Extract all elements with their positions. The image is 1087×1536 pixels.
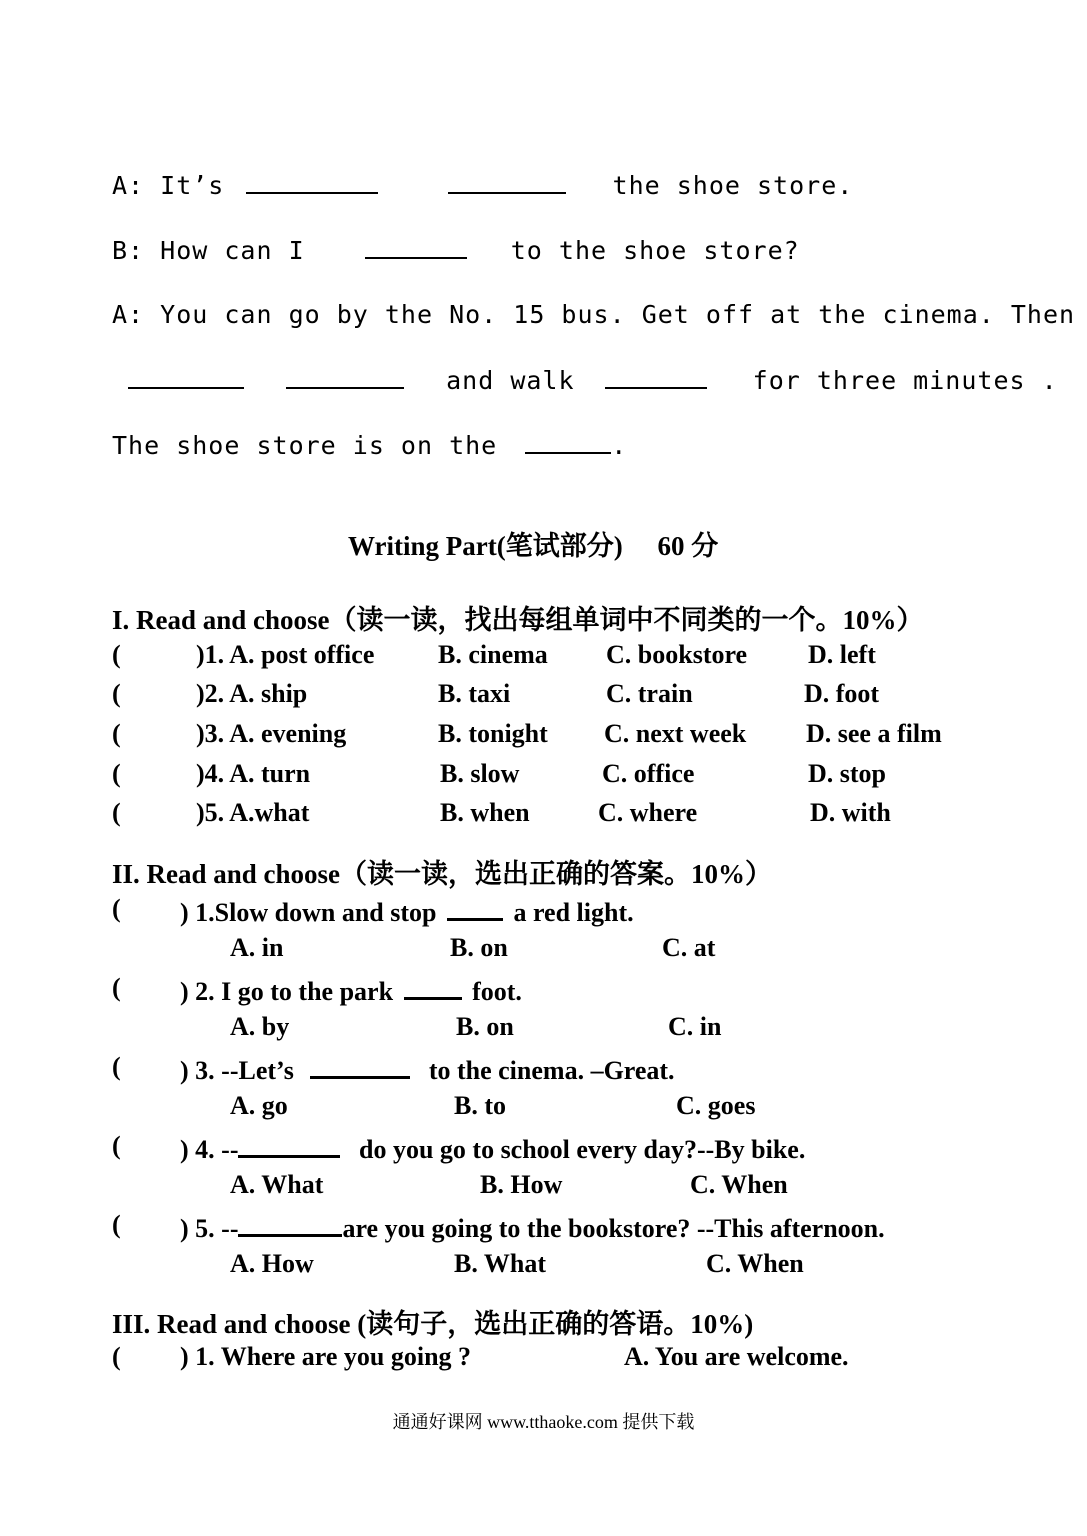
option-b: B. when [440,798,530,827]
blank[interactable] [525,430,611,454]
option-c: C. train [606,679,693,708]
answer-paren[interactable]: ( [112,973,121,1002]
writing-part-score: 60 分 [657,531,719,561]
option-a: A. What [230,1170,324,1199]
writing-part-title [348,524,718,563]
option-c: C. When [706,1249,804,1278]
option-d: D. left [808,640,876,669]
line2-prefix: B: How can I [112,236,305,265]
question-stem: )2. A. ship [196,679,308,708]
answer-option-a: A. You are welcome. [624,1342,849,1371]
dialogue-line-1 [112,170,853,200]
answer-paren[interactable]: ( [112,1342,121,1371]
blank[interactable] [128,365,244,389]
dialogue-line-5 [112,430,627,460]
section2-q4-stem [180,1131,805,1165]
blank[interactable] [238,1131,340,1158]
option-c: C. bookstore [606,640,748,669]
line5-suffix: . [611,431,628,460]
question-stem-end: foot. [472,977,522,1006]
section2-q1-stem [180,894,634,928]
dialogue-line-2 [112,235,800,265]
line1-suffix: the shoe store. [612,171,854,200]
option-b: B. on [456,1012,514,1041]
option-d: D. stop [808,759,887,788]
option-c: C. When [690,1170,788,1199]
answer-paren[interactable]: ( [112,679,121,708]
section2-q2-stem [180,973,522,1007]
option-c: C. goes [676,1091,756,1120]
option-d: D. foot [804,679,880,708]
line2-suffix: to the shoe store? [510,236,800,265]
option-c: C. at [662,933,716,962]
option-d: D. with [810,798,891,827]
option-b: B. to [454,1091,506,1120]
question-stem-end: a red light. [513,898,634,927]
blank[interactable] [448,170,566,194]
blank[interactable] [605,365,707,389]
answer-paren[interactable]: ( [112,640,121,669]
option-c: C. next week [604,719,747,748]
question-stem: ) 2. I go to the park [180,977,394,1006]
section2-heading: II. Read and choose（读一读，选出正确的答案。10%） [112,859,773,889]
section2-q3-stem [180,1052,675,1086]
option-b: B. cinema [438,640,548,669]
question-stem: ) 5. -- [180,1214,239,1243]
line4-suffix: for three minutes . [752,366,1058,395]
line4-mid: and walk [446,366,575,395]
question-stem: )4. A. turn [196,759,311,788]
blank[interactable] [310,1052,410,1079]
question-stem: ) 3. --Let’s [180,1056,294,1085]
answer-paren[interactable]: ( [112,798,121,827]
line1-prefix: A: It’s [112,171,225,200]
option-a: A. by [230,1012,290,1041]
option-b: B. tonight [438,719,548,748]
question-stem: ) 4. -- [180,1135,239,1164]
option-a: A. go [230,1091,288,1120]
blank[interactable] [404,973,462,1000]
question-stem-end: do you go to school every day?--By bike. [358,1135,806,1164]
option-c: C. in [668,1012,722,1041]
option-b: B. on [450,933,508,962]
answer-paren[interactable]: ( [112,894,121,923]
option-d: D. see a film [806,719,942,748]
question-stem: ) 1. Where are you going ? [180,1342,472,1371]
option-c: C. where [598,798,698,827]
dialogue-line-3: A: You can go by the No. 15 bus. Get off at the cinema. Then [112,300,1076,329]
option-b: B. How [480,1170,563,1199]
answer-paren[interactable]: ( [112,759,121,788]
option-a: A. How [230,1249,314,1278]
answer-paren[interactable]: ( [112,1210,121,1239]
question-stem-end: to the cinema. –Great. [428,1056,675,1085]
option-b: B. What [454,1249,546,1278]
section2-q5-stem [180,1210,885,1244]
question-stem: )3. A. evening [196,719,347,748]
question-stem: )5. A.what [196,798,310,827]
answer-paren[interactable]: ( [112,1052,121,1081]
writing-part-label: Writing Part(笔试部分) [348,531,623,561]
section3-heading: III. Read and choose (读句子，选出正确的答语。10%) [112,1309,754,1339]
answer-paren[interactable]: ( [112,1131,121,1160]
blank[interactable] [447,894,503,921]
blank[interactable] [246,170,378,194]
blank[interactable] [238,1210,342,1237]
option-c: C. office [602,759,695,788]
line5-prefix: The shoe store is on the [112,431,498,460]
option-b: B. slow [440,759,520,788]
question-stem-end: are you going to the bookstore? --This afternoon. [342,1214,885,1243]
answer-paren[interactable]: ( [112,719,121,748]
section1-heading: I. Read and choose（读一读，找出每组单词中不同类的一个。10%） [112,605,924,635]
blank[interactable] [286,365,404,389]
question-stem: ) 1.Slow down and stop [180,898,437,927]
option-b: B. taxi [438,679,511,708]
blank[interactable] [365,235,467,259]
dialogue-line-4 [112,365,1058,395]
option-a: A. in [230,933,284,962]
question-stem: )1. A. post office [196,640,375,669]
page-footer: 通通好课网 www.tthaoke.com 提供下载 [392,1412,695,1432]
